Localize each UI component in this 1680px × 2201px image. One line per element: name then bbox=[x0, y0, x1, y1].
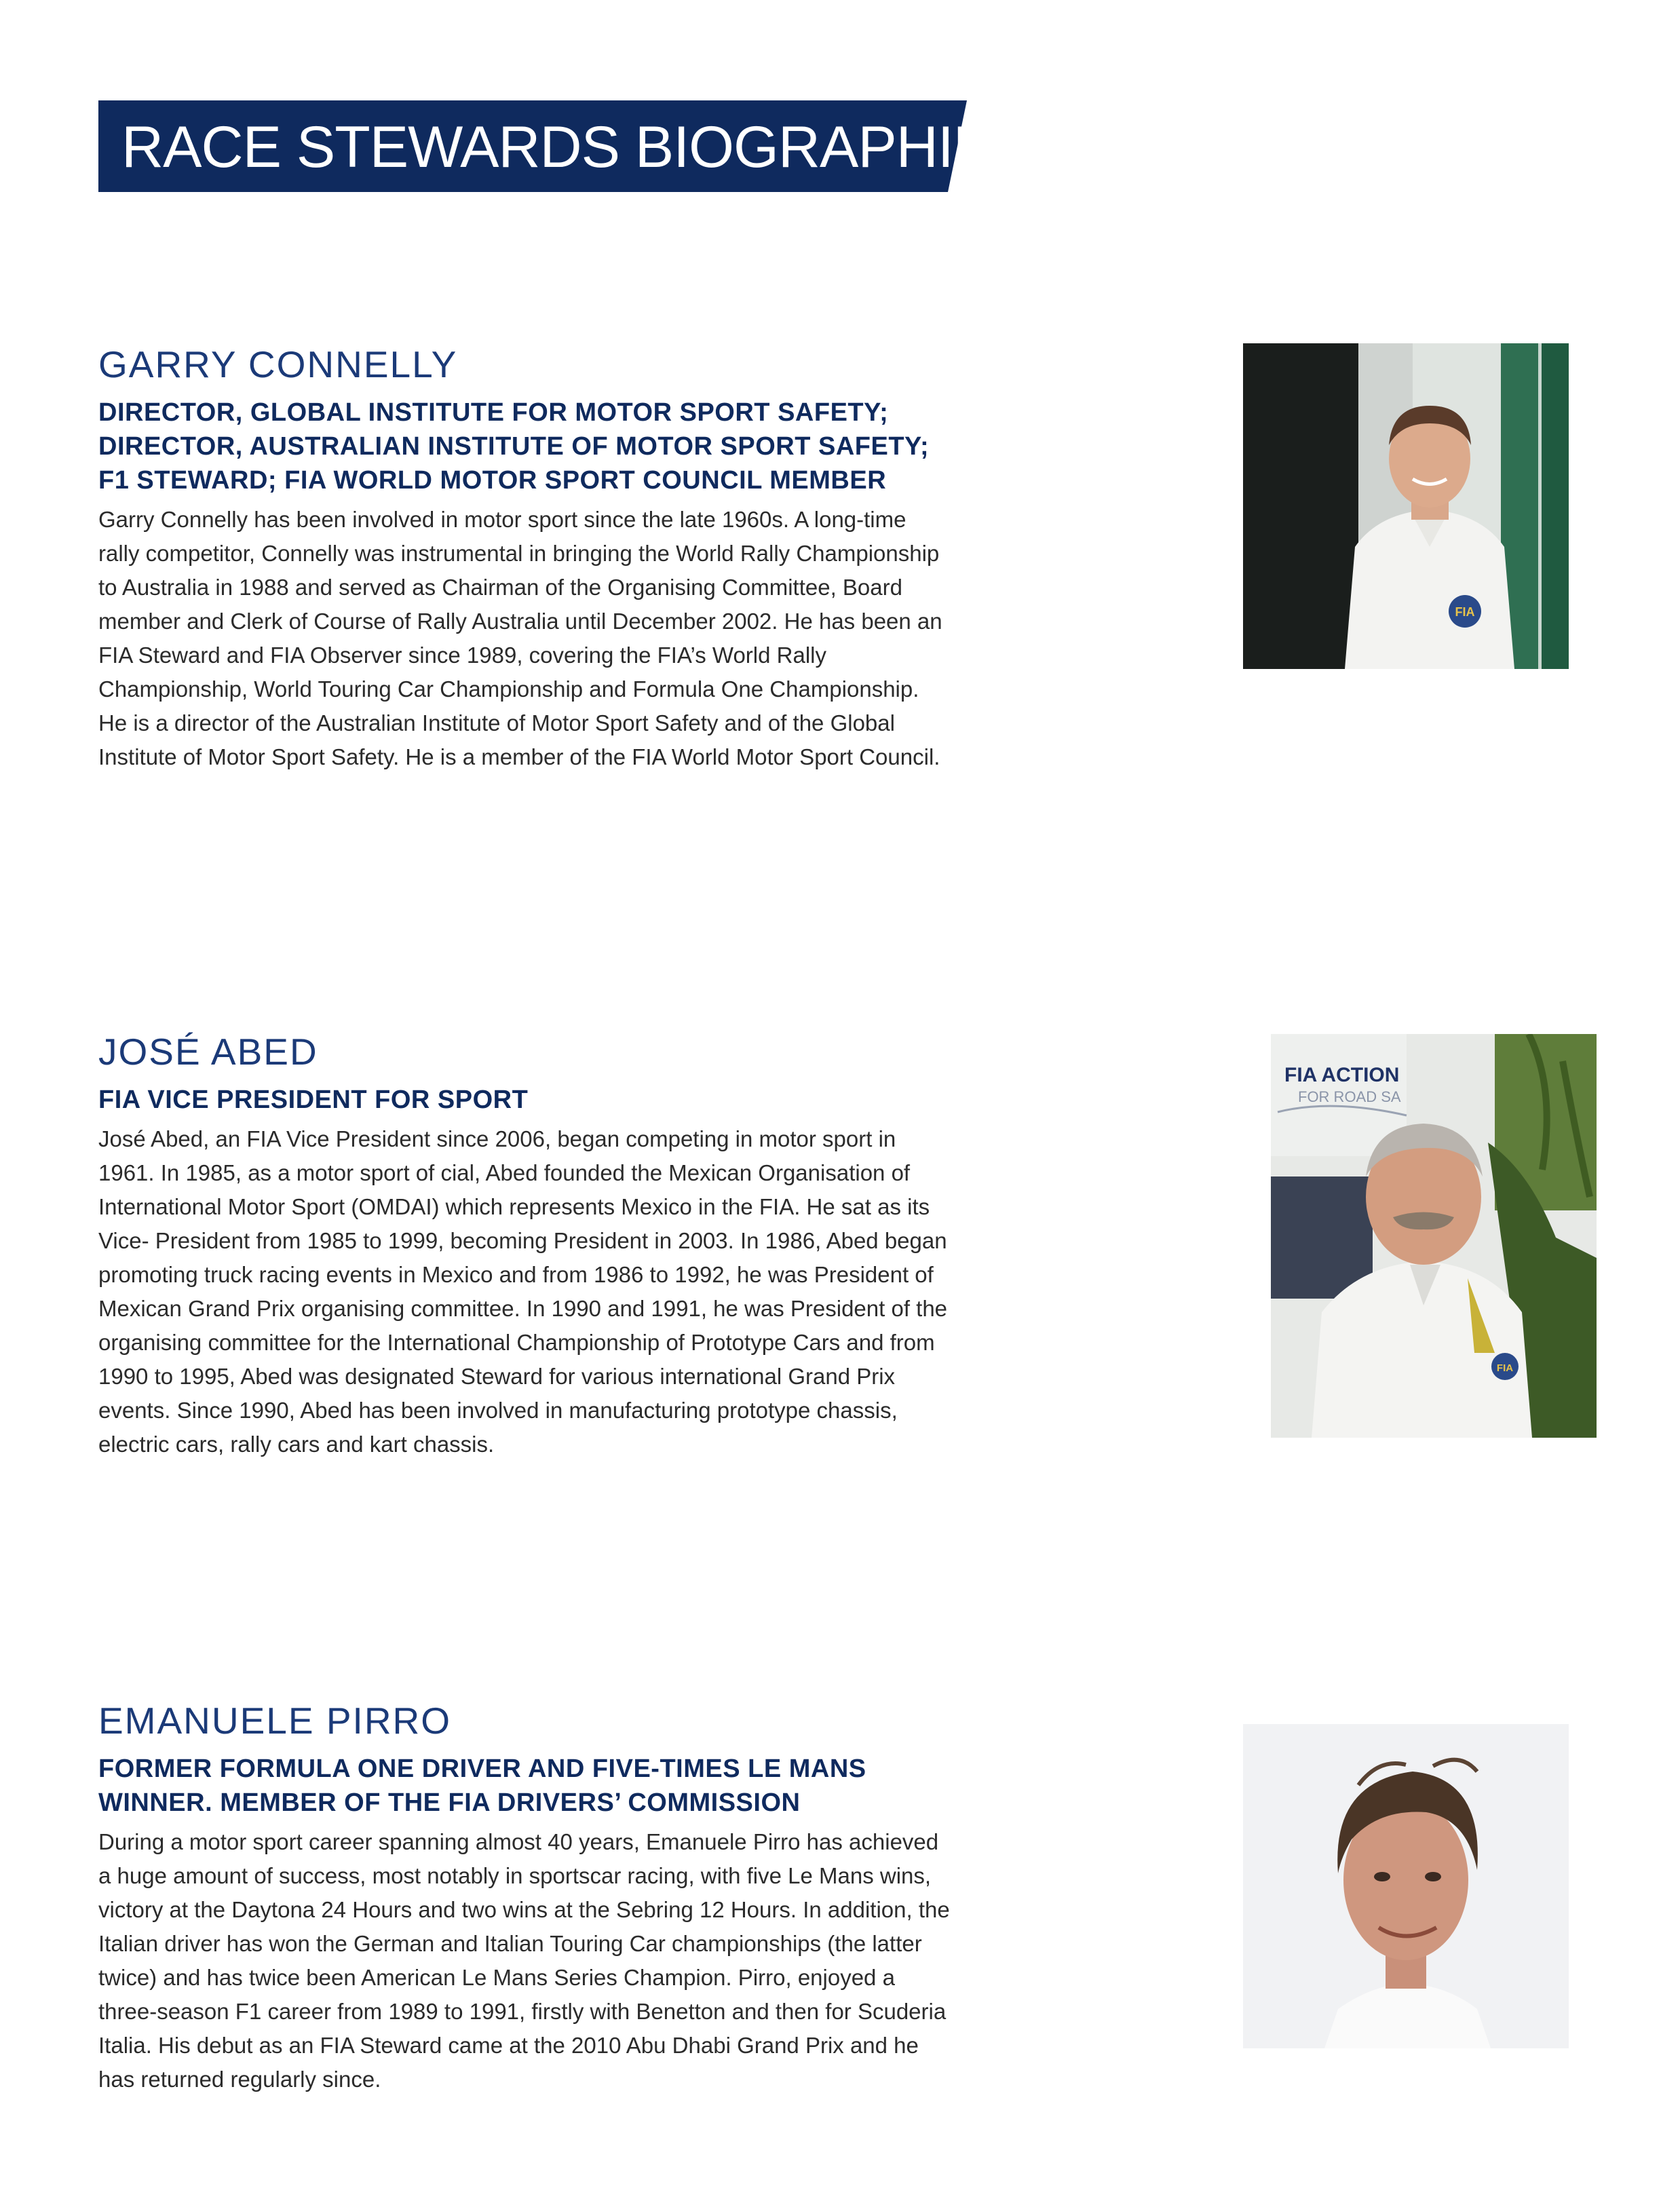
steward-role: DIRECTOR, GLOBAL INSTITUTE FOR MOTOR SPORT SAFETY; DIRECTOR, AUSTRALIAN INSTITUTE OF MOTOR SPORT SAFETY; F1 STEWARD; FIA WORLD MOTOR SPORT COUNCIL MEMBER bbox=[98, 398, 930, 495]
steward-photo-emanuele-pirro bbox=[1243, 1724, 1569, 2048]
steward-biography: José Abed, an FIA Vice President since 2006, began competing in motor sport in 1961. In 1985, as a motor sport of cial, Abed founded the Mexican Organisation of International Motor Sport (OMDAI) which represents Mexico in the FIA. He sat as its Vice- President from 1985 to 1999, becoming President in 2003. In 1986, Abed began promoting truck racing events in Mexico and from 1986 to 1992, he was President of Mexican Grand Prix organising committee. In 1990 and 1991, he was President of the organising committee for the International Championship of Prototype Cars and from 1990 to 1995, Abed was designated Steward for various international Grand Prix events. Since 1990, Abed has been involved in manufacturing prototype chassis, electric cars, rally cars and kart chassis. bbox=[98, 1126, 948, 1457]
steward-bio-emanuele-pirro bbox=[98, 1699, 953, 2097]
steward-photo-jose-abed bbox=[1271, 1034, 1597, 1438]
svg-text:FIA ACTION: FIA ACTION bbox=[1284, 1064, 1400, 1086]
steward-role: FORMER FORMULA ONE DRIVER AND FIVE-TIMES LE MANS WINNER. MEMBER OF THE FIA DRIVERS’ COMMISSION bbox=[98, 1755, 866, 1817]
steward-name: EMANUELE PIRRO bbox=[98, 1700, 452, 1742]
steward-photo-garry-connelly bbox=[1243, 343, 1569, 669]
steward-bio-garry-connelly bbox=[98, 343, 953, 774]
page-title: RACE STEWARDS BIOGRAPHIES bbox=[121, 115, 1030, 180]
steward-role: FIA VICE PRESIDENT FOR SPORT bbox=[98, 1086, 529, 1114]
steward-biography: During a motor sport career spanning almost 40 years, Emanuele Pirro has achieved a huge amount of success, most notably in sportscar racing, with five Le Mans wins, victory at the Daytona 24 Hours and two wins at the Sebring 12 Hours. In addition, the Italian driver has won the German and Italian Touring Car championships (the latter twice) and has twice been American Le Mans Series Champion. Pirro, enjoyed a three-season F1 career from 1989 to 1991, firstly with Benetton and then for Scuderia Italia. His debut as an FIA Steward came at the 2010 Abu Dhabi Grand Prix and he has returned regularly since. bbox=[98, 1829, 950, 2092]
steward-biography: Garry Connelly has been involved in motor sport since the late 1960s. A long-time rally competitor, Connelly was instrumental in bringing the World Rally Championship to Australia in 1988 and served as Chairman of the Organising Committee, Board member and Clerk of Course of Rally Australia until December 2002. He has been an FIA Steward and FIA Observer since 1989, covering the FIA’s World Rally Championship, World Touring Car Championship and Formula One Championship. He is a director of the Australian Institute of Motor Sport Safety and of the Global Institute of Motor Sport Safety. He is a member of the FIA World Motor Sport Council. bbox=[98, 507, 942, 769]
svg-text:FIA: FIA bbox=[1455, 605, 1475, 619]
svg-text:FOR ROAD SA: FOR ROAD SA bbox=[1298, 1088, 1401, 1105]
steward-bio-jose-abed bbox=[98, 1030, 953, 1461]
steward-name: JOSÉ ABED bbox=[98, 1031, 318, 1073]
steward-name: GARRY CONNELLY bbox=[98, 343, 458, 385]
svg-text:FIA: FIA bbox=[1496, 1362, 1514, 1374]
page-header-banner bbox=[98, 100, 1030, 192]
